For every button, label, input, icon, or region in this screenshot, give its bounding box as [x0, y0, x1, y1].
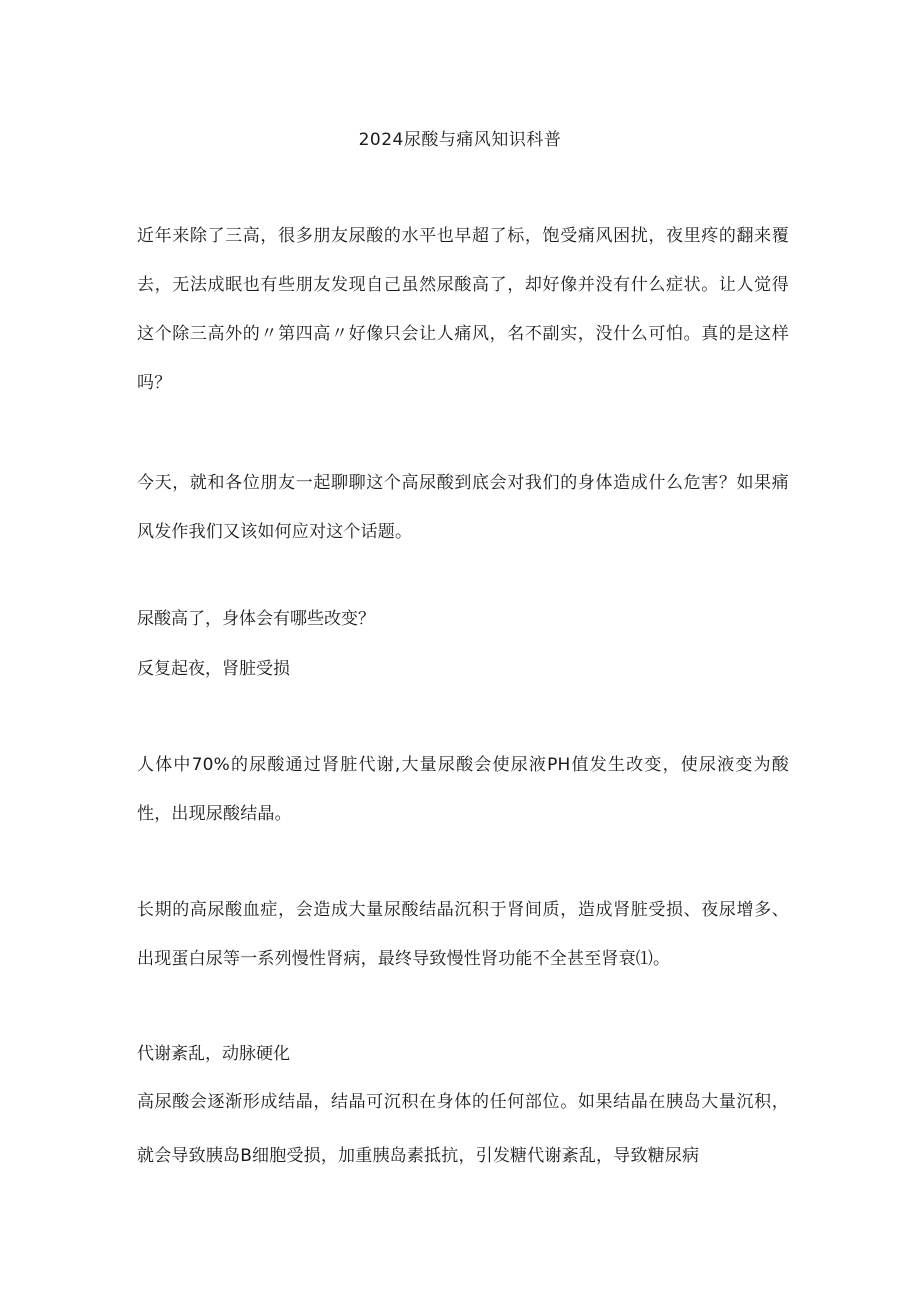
section1-subheading: 反复起夜，肾脏受损	[137, 659, 290, 679]
topic-paragraph: 今天，就和各位朋友一起聊聊这个高尿酸到底会对我们的身体造成什么危害？如果痛风发作我们又该如何应对这个话题。	[137, 473, 789, 542]
section2-paragraph-1: 高尿酸会逐渐形成结晶，结晶可沉积在身体的任何部位。如果结晶在胰岛大量沉积，就会导致胰岛B细胞受损，加重胰岛素抵抗，引发糖代谢紊乱，导致糖尿病	[137, 1092, 789, 1166]
document-title: 2024尿酸与痛风知识科普	[358, 130, 562, 150]
section1-heading: 尿酸高了，身体会有哪些改变？	[137, 609, 375, 629]
section1-paragraph-2: 长期的高尿酸血症，会造成大量尿酸结晶沉积于肾间质，造成肾脏受损、夜尿增多、出现蛋白尿等一系列慢性肾病，最终导致慢性肾功能不全甚至肾衰⑴。	[137, 900, 789, 969]
intro-paragraph: 近年来除了三高，很多朋友尿酸的水平也早超了标，饱受痛风困扰，夜里疼的翻来覆去，无法成眠也有些朋友发现自己虽然尿酸高了，却好像并没有什么症状。让人觉得这个除三高外的〃第四高〃好像只会让人痛风，名不副实，没什么可怕。真的是这样吗？	[137, 226, 789, 393]
section2-heading: 代谢紊乱，动脉硬化	[137, 1044, 290, 1064]
section1-paragraph-1: 人体中70%的尿酸通过肾脏代谢,大量尿酸会使尿液PH值发生改变，使尿液变为酸性，出现尿酸结晶。	[137, 755, 789, 824]
